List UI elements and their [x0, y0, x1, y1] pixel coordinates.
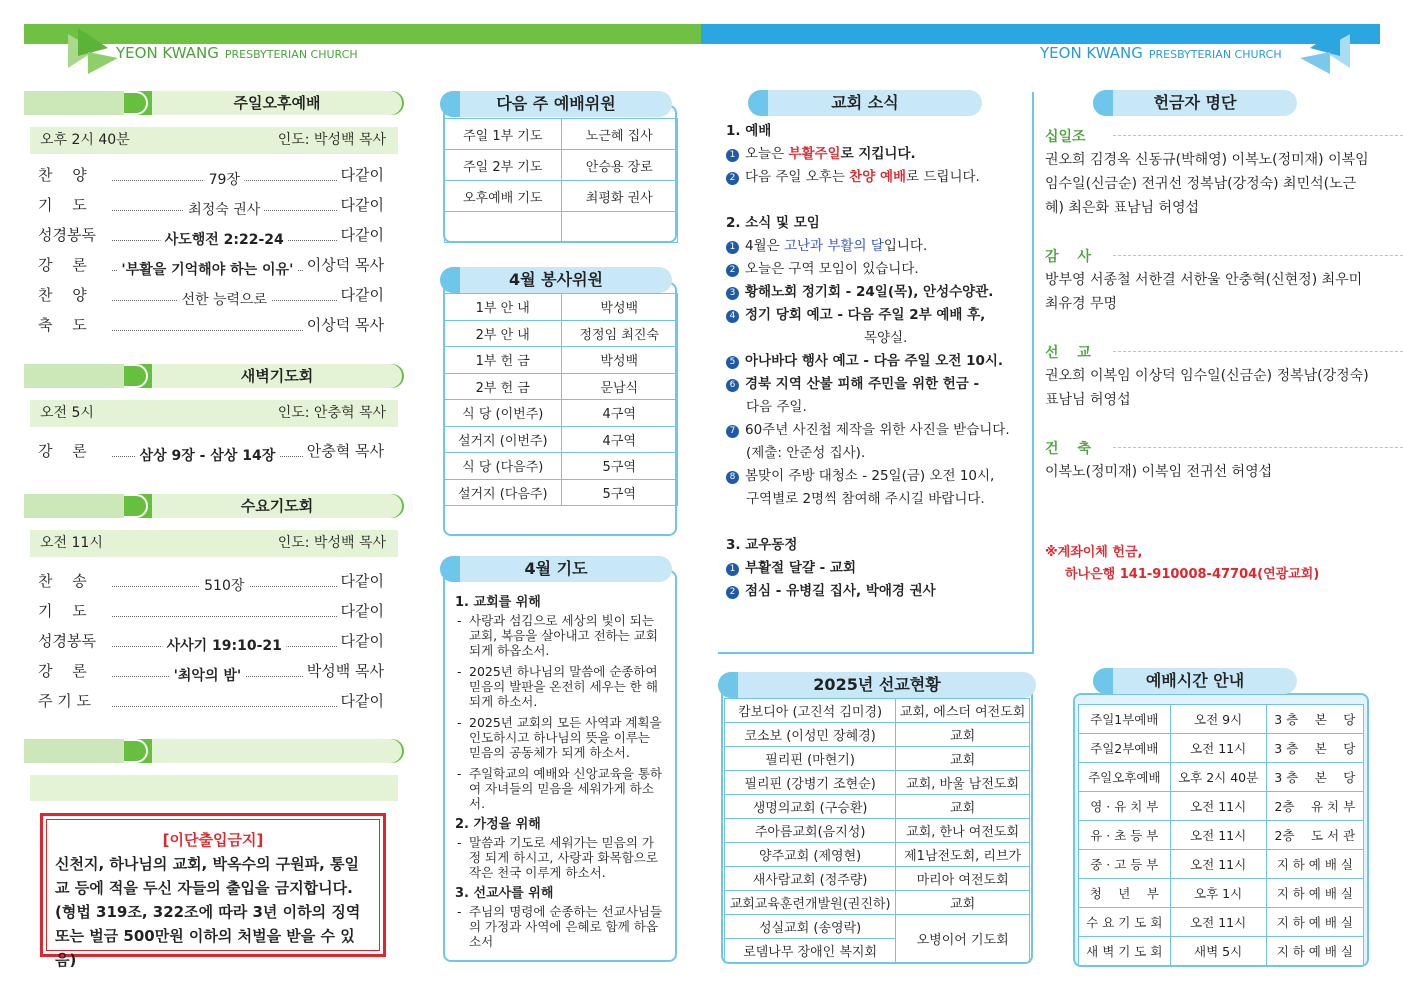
table-cell — [445, 212, 562, 243]
donor-category — [1045, 438, 1091, 458]
section-header-empty — [24, 739, 404, 763]
worship-time-cell: 지 하 예 배 실 — [1266, 879, 1363, 908]
donor-names: 이복노(정미재) 이복임 전귀선 허영섭 — [1045, 464, 1273, 480]
dashed-line — [1113, 255, 1403, 256]
mission-supporter: 교회 — [896, 723, 1030, 747]
april-service-title: 4월 봉사위원 — [440, 267, 672, 293]
table-cell: 1부 안 내 — [445, 294, 562, 321]
heresy-notice — [40, 813, 386, 969]
table-row — [445, 479, 678, 506]
service-row — [38, 690, 384, 712]
category-label: 선 교 — [1045, 345, 1091, 361]
worship-times-title: 예배시간 안내 — [1093, 668, 1297, 694]
table-cell: 4구역 — [561, 400, 678, 427]
service-item-label: 성경봉독 — [38, 632, 96, 650]
table-row — [1079, 734, 1364, 763]
mission-field: 로뎀나무 장애인 복지회 — [725, 939, 896, 963]
mission-field: 필리핀 (마현기) — [725, 747, 896, 771]
service-item-leader: 안충혁 목사 — [306, 442, 384, 460]
table-cell: 안승용 장로 — [561, 150, 678, 181]
service-item-label: 주 기 도 — [38, 692, 92, 710]
notice-title: [이단출입금지] — [162, 831, 264, 849]
leader-dots — [112, 576, 337, 594]
service-row — [38, 440, 384, 462]
leader-dots — [112, 446, 303, 464]
april-prayer-title: 4월 기도 — [440, 556, 672, 582]
worship-time-cell: 3 층 본 당 — [1266, 705, 1363, 734]
service-row — [38, 164, 384, 186]
prayer-item: - 2025년 교회의 모든 사역과 계획을 인도하시고 하나님의 뜻을 이루는 믿음의 공동체가 되게 하소서. — [455, 715, 665, 760]
worship-time-cell: 오전 11시 — [1170, 908, 1266, 937]
worship-time-cell: 지 하 예 배 실 — [1266, 908, 1363, 937]
worship-time-cell: 오전 9시 — [1170, 705, 1266, 734]
service-item-leader: 이상덕 목사 — [306, 256, 384, 274]
worship-time-cell: 오후 1시 — [1170, 879, 1266, 908]
mission-field: 성실교회 (송영락) — [725, 915, 896, 939]
worship-time-cell: 오전 11시 — [1170, 850, 1266, 879]
table-row — [445, 347, 678, 374]
category-label: 십일조 — [1045, 129, 1086, 145]
mission-supporter: 교회 — [896, 795, 1030, 819]
mission-supporter: 마리아 여전도회 — [896, 867, 1030, 891]
mission-supporter: 제1남전도회, 리브가 — [896, 843, 1030, 867]
table-row — [445, 373, 678, 400]
section-header-sunday-pm: 주일오후예배 — [24, 91, 404, 115]
mission-field: 새사람교회 (정주량) — [725, 867, 896, 891]
section-header-wednesday: 수요기도회 — [24, 494, 404, 518]
service-item-leader: 이상덕 목사 — [306, 316, 384, 334]
service-item-detail: 79장 — [205, 169, 244, 191]
table-row — [445, 150, 678, 181]
table-row — [445, 212, 678, 243]
next-week-title: 다음 주 예배위원 — [440, 91, 672, 117]
service-item-leader: 다같이 — [340, 692, 384, 710]
mission-field: 양주교회 (제영현) — [725, 843, 896, 867]
table-row — [1079, 908, 1364, 937]
service-item-label: 축 도 — [38, 316, 87, 334]
church-news-title: 교회 소식 — [748, 90, 982, 116]
service-item-detail: 510장 — [200, 575, 248, 597]
table-cell: 4구역 — [561, 426, 678, 453]
mission-supporter: 교회, 바울 남전도회 — [896, 771, 1030, 795]
donor-names: 권오희 김경옥 신동규(박해영) 이복노(정미재) 이복임 임수일(신금순) 전귀선 정복남(강정숙) 최민석(노근혜) 최은화 표남님 허영섭 — [1045, 152, 1369, 216]
table-row — [1079, 850, 1364, 879]
table-row — [445, 400, 678, 427]
mission-table — [724, 698, 1030, 963]
service-row — [38, 284, 384, 306]
table-row — [1079, 705, 1364, 734]
donors-title: 헌금자 명단 — [1093, 90, 1297, 116]
service-item-label: 기 도 — [38, 602, 87, 620]
table-cell: 설거지 (이번주) — [445, 426, 562, 453]
table-cell: 문남식 — [561, 373, 678, 400]
service-item-leader: 다같이 — [340, 226, 384, 244]
table-cell: 박성백 — [561, 347, 678, 374]
mission-field: 캄보디아 (고진석 김미경) — [725, 699, 896, 723]
worship-time-cell: 수 요 기 도 회 — [1079, 908, 1171, 937]
mission-supporter: 교회 — [896, 891, 1030, 915]
mission-title: 2025년 선교현황 — [718, 672, 1036, 698]
worship-time-cell: 오전 11시 — [1170, 792, 1266, 821]
service-item-leader: 다같이 — [340, 602, 384, 620]
service-item-label: 찬 양 — [38, 166, 87, 184]
prayer-heading: 3. 선교사를 위해 — [455, 886, 554, 901]
table-row — [1079, 879, 1364, 908]
table-cell: 정정임 최진숙 — [561, 320, 678, 347]
table-cell: 오후예배 기도 — [445, 181, 562, 212]
table-row — [725, 891, 1030, 915]
table-row — [1079, 937, 1364, 966]
worship-time-cell: 중 · 고 등 부 — [1079, 850, 1171, 879]
worship-time-cell: 주일오후예배 — [1079, 763, 1171, 792]
leader-dots — [112, 200, 337, 218]
service-row — [38, 570, 384, 592]
donor-category — [1045, 126, 1086, 146]
service-row — [38, 630, 384, 652]
leader-dots — [112, 230, 337, 248]
table-row — [725, 843, 1030, 867]
table-cell: 식 당 (다음주) — [445, 453, 562, 480]
service-row — [38, 660, 384, 682]
table-row — [445, 294, 678, 321]
prayer-heading: 2. 가정을 위해 — [455, 817, 541, 832]
mission-supporter: 교회 — [896, 747, 1030, 771]
table-row — [1079, 792, 1364, 821]
table-cell: 박성백 — [561, 294, 678, 321]
table-cell: 설거지 (다음주) — [445, 479, 562, 506]
service-item-leader: 다같이 — [340, 572, 384, 590]
prayer-item: - 2025년 하나님의 말씀에 순종하여 믿음의 발판을 온전히 세우는 한 해 되게 하소서. — [455, 664, 665, 709]
donor-category — [1045, 342, 1091, 362]
top-bar-right — [701, 24, 1380, 44]
service-item-leader: 다같이 — [340, 166, 384, 184]
table-row — [725, 819, 1030, 843]
worship-time-cell: 2층 유 치 부 — [1266, 792, 1363, 821]
table-row — [445, 320, 678, 347]
table-row — [1079, 763, 1364, 792]
leader-dots — [112, 170, 337, 188]
service-item-leader: 다같이 — [340, 286, 384, 304]
leader-dots — [112, 696, 337, 707]
table-row — [725, 867, 1030, 891]
mission-field: 생명의교회 (구승환) — [725, 795, 896, 819]
table-row — [725, 699, 1030, 723]
church-brand: YEON KWANG PRESBYTERIAN CHURCH — [1040, 44, 1282, 62]
mission-supporter: 오병이어 기도회 — [896, 915, 1030, 963]
mission-field: 교회교육훈련개발원(권진하) — [725, 891, 896, 915]
service-item-leader: 박성백 목사 — [306, 662, 384, 680]
account-info: ※계좌이체 헌금, 하나은행 141-910008-47704(연광교회) — [1045, 545, 1320, 582]
table-row — [1079, 821, 1364, 850]
worship-times-table — [1078, 704, 1364, 966]
leader-dots — [112, 666, 303, 684]
service-row — [38, 194, 384, 216]
service-row — [38, 600, 384, 622]
prayer-heading: 1. 교회를 위해 — [455, 595, 541, 610]
category-label: 건 축 — [1045, 441, 1091, 457]
prayer-item: - 주님의 명령에 순종하는 선교사님들의 가정과 사역에 은혜로 함께 하옵소서 — [455, 904, 665, 949]
leader-dots — [112, 606, 337, 617]
table-row — [445, 119, 678, 150]
worship-time-cell: 유 · 초 등 부 — [1079, 821, 1171, 850]
service-item-label: 강 론 — [38, 442, 87, 460]
worship-time-cell: 3 층 본 당 — [1266, 734, 1363, 763]
donor-names: 권오희 이복임 이상덕 임수일(신금순) 정복남(강정숙) 표남님 허영섭 — [1045, 368, 1369, 408]
worship-time-cell: 청 년 부 — [1079, 879, 1171, 908]
mission-field: 필리핀 (강병기 조현순) — [725, 771, 896, 795]
service-item-label: 찬 송 — [38, 572, 87, 590]
table-cell: 노근혜 집사 — [561, 119, 678, 150]
empty-bar — [30, 775, 398, 801]
dashed-line — [1113, 447, 1403, 448]
service-item-detail: '최악의 밤' — [170, 665, 246, 687]
service-item-detail: '부활을 기억해야 하는 이유' — [117, 259, 297, 281]
mission-field: 주아름교회(음지성) — [725, 819, 896, 843]
table-cell: 주일 2부 기도 — [445, 150, 562, 181]
worship-time-cell: 3 층 본 당 — [1266, 763, 1363, 792]
table-cell: 주일 1부 기도 — [445, 119, 562, 150]
service-item-detail: 선한 능력으로 — [177, 289, 271, 311]
worship-time-cell: 지 하 예 배 실 — [1266, 850, 1363, 879]
table-cell — [561, 212, 678, 243]
service-item-leader: 다같이 — [340, 196, 384, 214]
worship-time-cell: 오전 11시 — [1170, 821, 1266, 850]
donor-category — [1045, 246, 1091, 266]
worship-time-cell: 주일1부예배 — [1079, 705, 1171, 734]
church-logo-icon — [1290, 28, 1350, 76]
table-cell: 2부 헌 금 — [445, 373, 562, 400]
notice-body: 신천지, 하나님의 교회, 박옥수의 구원파, 통일교 등에 적을 두신 자들의 출입을 금지합니다. (형법 319조, 322조에 따라 3년 이하의 징역 또는 벌금 500만원 이하의 처벌을 받을 수 있음) — [55, 855, 361, 969]
table-row — [725, 915, 1030, 939]
church-brand: YEON KWANG PRESBYTERIAN CHURCH — [116, 44, 358, 62]
service-item-label: 강 론 — [38, 662, 87, 680]
service-item-label: 기 도 — [38, 196, 87, 214]
table-row — [445, 426, 678, 453]
mission-supporter: 교회, 에스더 여전도회 — [896, 699, 1030, 723]
table-cell: 5구역 — [561, 453, 678, 480]
prayer-item: - 주일학교의 예배와 신앙교육을 통하여 자녀들의 믿음을 세워가게 하소서. — [455, 766, 665, 811]
leader-dots — [112, 260, 303, 278]
table-cell: 식 당 (이번주) — [445, 400, 562, 427]
worship-time-cell: 주일2부예배 — [1079, 734, 1171, 763]
prayer-list — [455, 592, 665, 955]
worship-time-cell: 오전 11시 — [1170, 734, 1266, 763]
church-news-body: 1. 예배 1 오늘은 부활주일로 지킵니다. 2 다음 주일 오후는 찬양 예배로 드립니다. 2. 소식 및 모임 1 4월은 고난과 부활의 달입니다. 2 오늘은 구역 모임이 있습니다. 3 황해노회 정기회 - 24일(목), 안성수양관. 4 정기 당회 예고 - 다음 주일 2부 예배 후, 목양실. 5 아나바다 행사 예고 - 다음 주일 오전 10시. 6 경북 지역 산불 피해 주민을 위한 헌금 - 다음 주일. 7 60주년 사진첩 제작을 위한 사진을 받습니다. (제출: 안준성 집사). 8 봄맞이 주방 대청소 - 25일(금) 오전 10시, 구역별로 2명씩 참여해 주시길 바랍니다. 3. 교우동정 1 부활절 달걀 - 교회 2 점심 - 유병길 집사, 박애경 권사 — [726, 123, 1010, 599]
service-info-bar: 오전 5시 인도: 안충혁 목사 — [30, 400, 398, 427]
dashed-line — [1113, 351, 1403, 352]
worship-time-cell: 오후 2시 40분 — [1170, 763, 1266, 792]
next-week-table — [444, 118, 678, 243]
table-row — [725, 747, 1030, 771]
column-divider — [1032, 92, 1034, 652]
worship-time-cell: 지 하 예 배 실 — [1266, 937, 1363, 966]
service-info-bar: 오전 11시 인도: 박성백 목사 — [30, 530, 398, 557]
table-cell: 5구역 — [561, 479, 678, 506]
service-item-leader: 다같이 — [340, 632, 384, 650]
table-row — [445, 453, 678, 480]
table-row — [725, 771, 1030, 795]
service-item-label: 강 론 — [38, 256, 87, 274]
prayer-item: - 말씀과 기도로 세워가는 믿음의 가정 되게 하시고, 사랑과 화목함으로 작은 천국 이루게 하소서. — [455, 835, 665, 880]
leader-dots — [112, 320, 303, 331]
service-row — [38, 224, 384, 246]
mission-field: 코소보 (이성민 장혜경) — [725, 723, 896, 747]
service-info-bar: 오후 2시 40분 인도: 박성백 목사 — [30, 127, 398, 154]
service-item-detail: 최정숙 권사 — [184, 199, 264, 221]
table-row — [445, 181, 678, 212]
section-header-dawn: 새벽기도회 — [24, 364, 404, 388]
service-item-label: 성경봉독 — [38, 226, 96, 244]
mission-supporter: 교회, 한나 여전도회 — [896, 819, 1030, 843]
worship-time-cell: 영 · 유 치 부 — [1079, 792, 1171, 821]
category-label: 감 사 — [1045, 249, 1091, 265]
dashed-line — [1113, 135, 1403, 136]
service-row — [38, 254, 384, 276]
leader-dots — [112, 290, 337, 308]
service-item-detail: 사도행전 2:22-24 — [161, 229, 288, 251]
worship-time-cell: 2층 도 서 관 — [1266, 821, 1363, 850]
donor-names: 방부영 서종철 서한결 서한울 안충혁(신현정) 최우미 최유경 무명 — [1045, 272, 1363, 312]
table-row — [725, 723, 1030, 747]
prayer-item: - 사랑과 섬김으로 세상의 빛이 되는 교회, 복음을 살아내고 전하는 교회 되게 하옵소서. — [455, 613, 665, 658]
service-item-detail: 사사기 19:10-21 — [163, 635, 286, 657]
table-cell: 2부 안 내 — [445, 320, 562, 347]
table-cell: 1부 헌 금 — [445, 347, 562, 374]
service-item-detail: 삼상 9장 - 삼상 14장 — [136, 445, 280, 467]
table-cell: 최평화 권사 — [561, 181, 678, 212]
service-item-label: 찬 양 — [38, 286, 87, 304]
service-row — [38, 314, 384, 336]
worship-time-cell: 새벽 5시 — [1170, 937, 1266, 966]
leader-dots — [112, 636, 337, 654]
april-service-table — [444, 293, 678, 506]
news-bottom-rule — [718, 652, 1034, 654]
worship-time-cell: 새 벽 기 도 회 — [1079, 937, 1171, 966]
table-row — [725, 795, 1030, 819]
